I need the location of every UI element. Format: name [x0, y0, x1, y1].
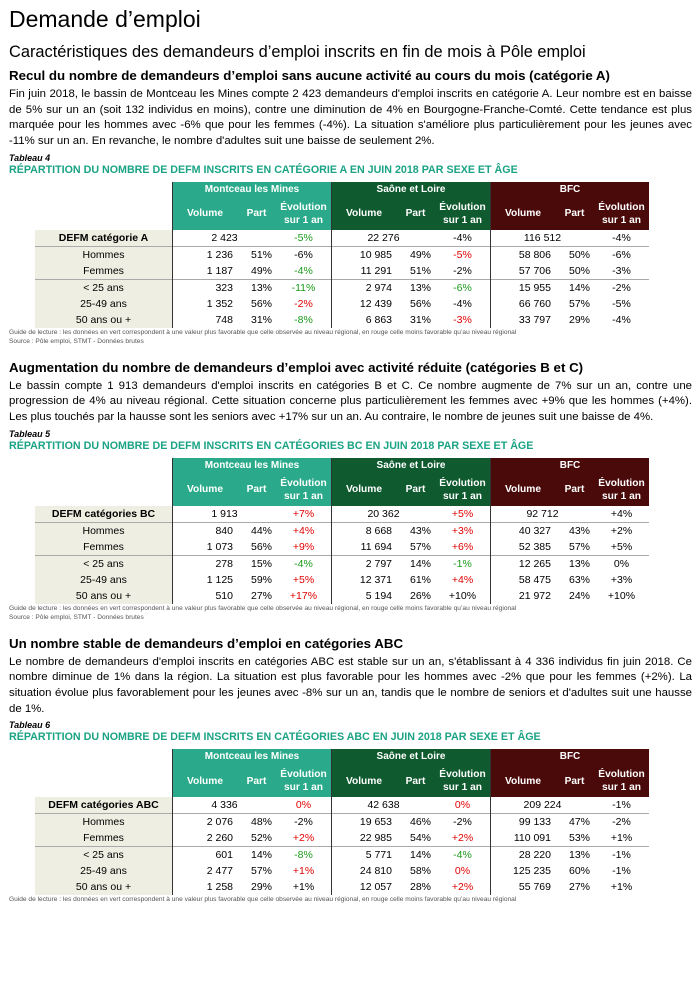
- data-table: [35, 182, 649, 328]
- col-header-volume: Volume: [173, 474, 238, 506]
- table-row: [35, 522, 649, 539]
- cell-volume: 12 057: [332, 879, 397, 895]
- cell-part: 27%: [250, 589, 272, 602]
- table-row: [35, 863, 649, 879]
- group-header-bfc: BFC: [491, 458, 650, 474]
- table-row: [35, 539, 649, 556]
- group-header-saone: Saône et Loire: [332, 458, 491, 474]
- col-header-volume: Volume: [173, 198, 238, 230]
- cell-volume: 4 336: [173, 797, 277, 814]
- table-row: [35, 572, 649, 588]
- table-row: [35, 279, 649, 296]
- col-header-part: Part: [555, 474, 594, 506]
- cell-evolution: -6%: [594, 246, 649, 263]
- cell-volume: 58 475: [491, 572, 556, 588]
- cell-part: 43%: [555, 522, 594, 539]
- cell-volume: 42 638: [332, 797, 436, 814]
- col-header-part: Part: [555, 198, 594, 230]
- cell-part: 48%: [237, 814, 276, 831]
- cell-part: 13%: [555, 847, 594, 864]
- col-header-evolution: Évolution sur 1 an: [276, 198, 332, 230]
- cell-evolution: +4%: [451, 573, 474, 586]
- cell-volume: 5 194: [332, 588, 397, 604]
- cell-evolution: -2%: [435, 814, 491, 831]
- cell-part: 14%: [237, 847, 276, 864]
- sections-container: [9, 67, 692, 905]
- page-subtitle: Caractéristiques des demandeurs d’emploi inscrits en fin de mois à Pôle emploi: [9, 43, 586, 61]
- cell-evolution: -11%: [276, 279, 332, 296]
- cell-evolution: -1%: [594, 847, 649, 864]
- cell-volume: 24 810: [332, 863, 397, 879]
- cell-part: 13%: [237, 279, 276, 296]
- cell-evolution: +1%: [610, 832, 633, 845]
- table-title: RÉPARTITION DU NOMBRE DE DEFM INSCRITS EN CATÉGORIES BC EN JUIN 2018 PAR SEXE ET ÂGE: [9, 439, 534, 452]
- table-row: [35, 555, 649, 572]
- cell-evolution: +1%: [610, 881, 633, 894]
- cell-evolution: +1%: [292, 881, 315, 894]
- cell-volume: 209 224: [491, 797, 595, 814]
- cell-part: 52%: [250, 832, 272, 845]
- cell-part: 14%: [396, 555, 435, 572]
- section-heading: Recul du nombre de demandeurs d’emploi sans aucune activité au cours du mois (catégorie A): [9, 68, 610, 83]
- cell-part: 26%: [409, 589, 431, 602]
- cell-evolution: +9%: [292, 540, 315, 553]
- cell-part: 14%: [555, 279, 594, 296]
- cell-part: 13%: [396, 279, 435, 296]
- cell-volume: 2 797: [332, 555, 397, 572]
- cell-part: 58%: [409, 865, 431, 878]
- cell-volume: 1 236: [173, 246, 238, 263]
- cell-evolution: -5%: [294, 231, 313, 244]
- group-header-bfc: BFC: [491, 182, 650, 198]
- cell-evolution: 0%: [454, 799, 471, 812]
- cell-volume: 1 125: [173, 572, 238, 588]
- table-label: Tableau 4: [9, 152, 51, 163]
- cell-evolution: -5%: [612, 297, 631, 310]
- cell-part: 54%: [409, 832, 431, 845]
- section-heading: Un nombre stable de demandeurs d’emploi en catégories ABC: [9, 635, 404, 651]
- cell-volume: 92 712: [491, 506, 595, 523]
- table-row: [35, 506, 649, 523]
- cell-volume: 28 220: [491, 847, 556, 864]
- table-guide: Guide de lecture : les données en vert correspondent à une valeur plus favorable que celle observée au niveau régional, en rouge celle moins favorable qu’au niveau régional: [9, 328, 517, 336]
- col-header-evolution: Évolution sur 1 an: [435, 765, 491, 797]
- cell-volume: 1 352: [173, 296, 238, 312]
- cell-evolution: -2%: [276, 814, 332, 831]
- cell-part: 14%: [396, 847, 435, 864]
- cell-evolution: -5%: [435, 246, 491, 263]
- cell-volume: 40 327: [491, 522, 556, 539]
- section-heading: Augmentation du nombre de demandeurs d’emploi avec activité réduite (catégories B et C): [9, 359, 584, 375]
- table-source: Source : Pôle emploi, STMT - Données brutes: [9, 614, 144, 622]
- cell-volume: 52 385: [491, 539, 556, 556]
- col-header-evolution: Évolution sur 1 an: [276, 474, 332, 506]
- table-label: Tableau 6: [9, 720, 51, 731]
- row-label: DEFM catégories ABC: [35, 797, 173, 814]
- table-label: Tableau 5: [9, 428, 51, 439]
- section-text: Fin juin 2018, le bassin de Montceau les Mines compte 2 423 demandeurs d'emploi inscrits en catégorie A. Leur nombre est en baisse de 5% sur un an (soit 132 individus en moins), contre une diminution de 4% en Bourgogne-Franche-Comté. Cette tendance est plus marquée pour les hommes avec -6% que pour les femmes (-4%). La situation s'améliore plus particulièrement pour les jeunes avec -11% sur un an. En revanche, le nombre d'adultes suit une baisse de seulement 2%.: [9, 88, 692, 148]
- cell-evolution: -6%: [276, 246, 332, 263]
- cell-part: 57%: [568, 540, 590, 553]
- cell-volume: 22 276: [332, 230, 436, 247]
- cell-volume: 21 972: [491, 588, 556, 604]
- cell-part: 61%: [409, 573, 431, 586]
- cell-part: 27%: [568, 881, 590, 894]
- cell-volume: 8 668: [332, 522, 397, 539]
- row-label: < 25 ans: [35, 847, 173, 864]
- cell-volume: 1 187: [173, 263, 238, 280]
- cell-evolution: -2%: [594, 279, 649, 296]
- cell-volume: 19 653: [332, 814, 397, 831]
- row-label: 50 ans ou +: [35, 312, 173, 328]
- col-header-part: Part: [237, 765, 276, 797]
- cell-evolution: -8%: [294, 313, 313, 326]
- row-label: Hommes: [35, 522, 173, 539]
- col-header-volume: Volume: [491, 198, 556, 230]
- cell-evolution: +2%: [451, 832, 474, 845]
- cell-evolution: -4%: [276, 555, 332, 572]
- cell-part: 43%: [396, 522, 435, 539]
- row-label: Femmes: [35, 263, 173, 280]
- col-header-volume: Volume: [332, 474, 397, 506]
- cell-evolution: +2%: [451, 881, 474, 894]
- cell-evolution: +3%: [435, 522, 491, 539]
- cell-part: 50%: [568, 264, 590, 277]
- table-guide: Guide de lecture : les données en vert correspondent à une valeur plus favorable que celle observée au niveau régional, en rouge celle moins favorable qu’au niveau régional: [9, 896, 517, 904]
- table-row: [35, 246, 649, 263]
- row-label: 50 ans ou +: [35, 588, 173, 604]
- row-label: Femmes: [35, 830, 173, 847]
- cell-volume: 10 985: [332, 246, 397, 263]
- cell-volume: 12 371: [332, 572, 397, 588]
- cell-evolution: +6%: [451, 540, 474, 553]
- col-header-evolution: Évolution sur 1 an: [594, 474, 649, 506]
- cell-evolution: +1%: [292, 865, 315, 878]
- cell-part: 28%: [409, 881, 431, 894]
- cell-volume: 840: [173, 522, 238, 539]
- cell-volume: 5 771: [332, 847, 397, 864]
- cell-evolution: -4%: [435, 847, 491, 864]
- cell-part: 31%: [409, 313, 431, 326]
- data-table: [35, 749, 649, 895]
- cell-volume: 1 913: [173, 506, 277, 523]
- row-label: 25-49 ans: [35, 863, 173, 879]
- section-text: Le nombre de demandeurs d'emploi inscrits en catégories ABC est stable sur un an, s'établissant à 4 336 individus fin juin 2018. Ce nombre diminue de 1% dans la région. La situation est plus favorable pour les hommes avec -2% que pour les femmes (+2%). La situation évolue plus favorablement pour les jeunes avec -8% sur un an, tandis que le nombre de seniors et d'adultes suit une hausse de 1%.: [9, 655, 692, 715]
- col-header-evolution: Évolution sur 1 an: [435, 474, 491, 506]
- cell-part: 29%: [250, 881, 272, 894]
- cell-part: 51%: [237, 246, 276, 263]
- cell-evolution: -4%: [612, 313, 631, 326]
- row-label: 50 ans ou +: [35, 879, 173, 895]
- table-row: [35, 830, 649, 847]
- table-row: [35, 814, 649, 831]
- cell-volume: 33 797: [491, 312, 556, 328]
- col-header-part: Part: [396, 765, 435, 797]
- cell-evolution: -2%: [294, 297, 313, 310]
- table-row: [35, 230, 649, 247]
- cell-part: 15%: [237, 555, 276, 572]
- cell-evolution: -1%: [612, 865, 631, 878]
- row-label: 25-49 ans: [35, 572, 173, 588]
- col-header-evolution: Évolution sur 1 an: [594, 765, 649, 797]
- col-header-volume: Volume: [491, 474, 556, 506]
- cell-volume: 1 073: [173, 539, 238, 556]
- cell-volume: 99 133: [491, 814, 556, 831]
- cell-part: 51%: [409, 264, 431, 277]
- page-title: Demande d’emploi: [9, 6, 201, 32]
- section-3: [9, 635, 692, 905]
- cell-volume: 15 955: [491, 279, 556, 296]
- table-row: [35, 847, 649, 864]
- cell-volume: 55 769: [491, 879, 556, 895]
- cell-evolution: -4%: [453, 297, 472, 310]
- cell-evolution: 0%: [295, 799, 312, 812]
- cell-evolution: +10%: [607, 589, 636, 602]
- cell-volume: 57 706: [491, 263, 556, 280]
- cell-evolution: +5%: [292, 573, 315, 586]
- table-sub-header: [35, 474, 649, 506]
- table-row: [35, 879, 649, 895]
- col-header-part: Part: [396, 198, 435, 230]
- cell-volume: 1 258: [173, 879, 238, 895]
- cell-evolution: +10%: [448, 589, 477, 602]
- cell-part: 57%: [409, 540, 431, 553]
- table-row: [35, 588, 649, 604]
- cell-part: 29%: [568, 313, 590, 326]
- col-header-part: Part: [237, 474, 276, 506]
- section-2: [9, 359, 692, 623]
- cell-part: 46%: [396, 814, 435, 831]
- cell-evolution: -1%: [435, 555, 491, 572]
- cell-part: 56%: [250, 540, 272, 553]
- cell-volume: 11 694: [332, 539, 397, 556]
- cell-part: 13%: [555, 555, 594, 572]
- cell-evolution: -3%: [612, 264, 631, 277]
- group-header-montceau: Montceau les Mines: [173, 458, 332, 474]
- cell-volume: 11 291: [332, 263, 397, 280]
- cell-part: 24%: [568, 589, 590, 602]
- table-row: [35, 296, 649, 312]
- cell-evolution: +4%: [610, 507, 633, 520]
- row-label: 25-49 ans: [35, 296, 173, 312]
- cell-part: 49%: [250, 264, 272, 277]
- col-header-volume: Volume: [173, 765, 238, 797]
- cell-evolution: 0%: [454, 865, 471, 878]
- cell-volume: 2 477: [173, 863, 238, 879]
- row-label: < 25 ans: [35, 555, 173, 572]
- cell-volume: 2 260: [173, 830, 238, 847]
- col-header-part: Part: [237, 198, 276, 230]
- row-label: Femmes: [35, 539, 173, 556]
- cell-volume: 6 863: [332, 312, 397, 328]
- cell-evolution: +3%: [610, 573, 633, 586]
- cell-evolution: +5%: [610, 540, 633, 553]
- table-title: RÉPARTITION DU NOMBRE DE DEFM INSCRITS EN CATÉGORIE A EN JUIN 2018 PAR SEXE ET ÂGE: [9, 163, 518, 176]
- cell-part: 60%: [568, 865, 590, 878]
- cell-evolution: +4%: [276, 522, 332, 539]
- col-header-evolution: Évolution sur 1 an: [276, 765, 332, 797]
- cell-part: 56%: [250, 297, 272, 310]
- col-header-volume: Volume: [332, 765, 397, 797]
- cell-volume: 278: [173, 555, 238, 572]
- cell-evolution: 0%: [594, 555, 649, 572]
- cell-volume: 323: [173, 279, 238, 296]
- col-header-part: Part: [396, 474, 435, 506]
- cell-volume: 125 235: [491, 863, 556, 879]
- cell-part: 57%: [568, 297, 590, 310]
- cell-evolution: -1%: [612, 799, 631, 812]
- section-text: Le bassin compte 1 913 demandeurs d'emploi inscrits en catégories B et C. Ce nombre augmente de 7% sur un an, contre une progression de 4% au niveau régional. Cette situation concerne plus particulièrement les femmes avec +9% que les hommes (+4%). Les plus touchés par la hausse sont les seniors avec +17% sur un an. Au contraire, le nombre de jeunes suit une baisse de 4%.: [9, 379, 692, 424]
- cell-volume: 748: [173, 312, 238, 328]
- cell-part: 53%: [568, 832, 590, 845]
- cell-evolution: -2%: [453, 264, 472, 277]
- table-row: [35, 263, 649, 280]
- cell-evolution: -4%: [612, 231, 631, 244]
- table-title: RÉPARTITION DU NOMBRE DE DEFM INSCRITS EN CATÉGORIES ABC EN JUIN 2018 PAR SEXE ET ÂGE: [9, 731, 541, 744]
- cell-volume: 116 512: [491, 230, 595, 247]
- cell-volume: 12 439: [332, 296, 397, 312]
- cell-evolution: +2%: [292, 832, 315, 845]
- table-guide: Guide de lecture : les données en vert correspondent à une valeur plus favorable que celle observée au niveau régional, en rouge celle moins favorable qu’au niveau régional: [9, 604, 517, 612]
- table-row: [35, 797, 649, 814]
- cell-part: 56%: [409, 297, 431, 310]
- cell-evolution: +2%: [594, 522, 649, 539]
- group-header-montceau: Montceau les Mines: [173, 182, 332, 198]
- cell-volume: 22 985: [332, 830, 397, 847]
- cell-evolution: -4%: [453, 231, 472, 244]
- row-label: DEFM catégories BC: [35, 506, 173, 523]
- table-sub-header: [35, 765, 649, 797]
- row-label: Hommes: [35, 814, 173, 831]
- cell-part: 50%: [555, 246, 594, 263]
- cell-evolution: +5%: [451, 507, 474, 520]
- cell-evolution: -8%: [276, 847, 332, 864]
- cell-part: 57%: [250, 865, 272, 878]
- data-table: [35, 458, 649, 604]
- cell-volume: 12 265: [491, 555, 556, 572]
- group-header-saone: Saône et Loire: [332, 182, 491, 198]
- cell-volume: 20 362: [332, 506, 436, 523]
- cell-evolution: -6%: [435, 279, 491, 296]
- row-label: < 25 ans: [35, 279, 173, 296]
- cell-part: 47%: [555, 814, 594, 831]
- row-label: Hommes: [35, 246, 173, 263]
- cell-evolution: -3%: [453, 313, 472, 326]
- cell-volume: 2 974: [332, 279, 397, 296]
- group-header-montceau: Montceau les Mines: [173, 749, 332, 765]
- cell-part: 44%: [237, 522, 276, 539]
- cell-volume: 2 076: [173, 814, 238, 831]
- table-source: Source : Pôle emploi, STMT - Données brutes: [9, 338, 144, 346]
- table-group-header: [35, 749, 649, 765]
- cell-part: 49%: [396, 246, 435, 263]
- row-label: DEFM catégorie A: [35, 230, 173, 247]
- cell-evolution: -4%: [294, 264, 313, 277]
- cell-evolution: -2%: [594, 814, 649, 831]
- cell-part: 31%: [250, 313, 272, 326]
- col-header-volume: Volume: [332, 198, 397, 230]
- table-group-header: [35, 182, 649, 198]
- cell-volume: 510: [173, 588, 238, 604]
- col-header-part: Part: [555, 765, 594, 797]
- cell-volume: 601: [173, 847, 238, 864]
- group-header-saone: Saône et Loire: [332, 749, 491, 765]
- cell-evolution: +17%: [289, 589, 318, 602]
- cell-evolution: +7%: [292, 507, 315, 520]
- table-group-header: [35, 458, 649, 474]
- cell-part: 63%: [568, 573, 590, 586]
- cell-volume: 58 806: [491, 246, 556, 263]
- col-header-evolution: Évolution sur 1 an: [435, 198, 491, 230]
- section-1: [9, 67, 692, 347]
- cell-volume: 2 423: [173, 230, 277, 247]
- group-header-bfc: BFC: [491, 749, 650, 765]
- cell-part: 59%: [250, 573, 272, 586]
- table-sub-header: [35, 198, 649, 230]
- col-header-evolution: Évolution sur 1 an: [594, 198, 649, 230]
- col-header-volume: Volume: [491, 765, 556, 797]
- cell-volume: 110 091: [491, 830, 556, 847]
- cell-volume: 66 760: [491, 296, 556, 312]
- table-row: [35, 312, 649, 328]
